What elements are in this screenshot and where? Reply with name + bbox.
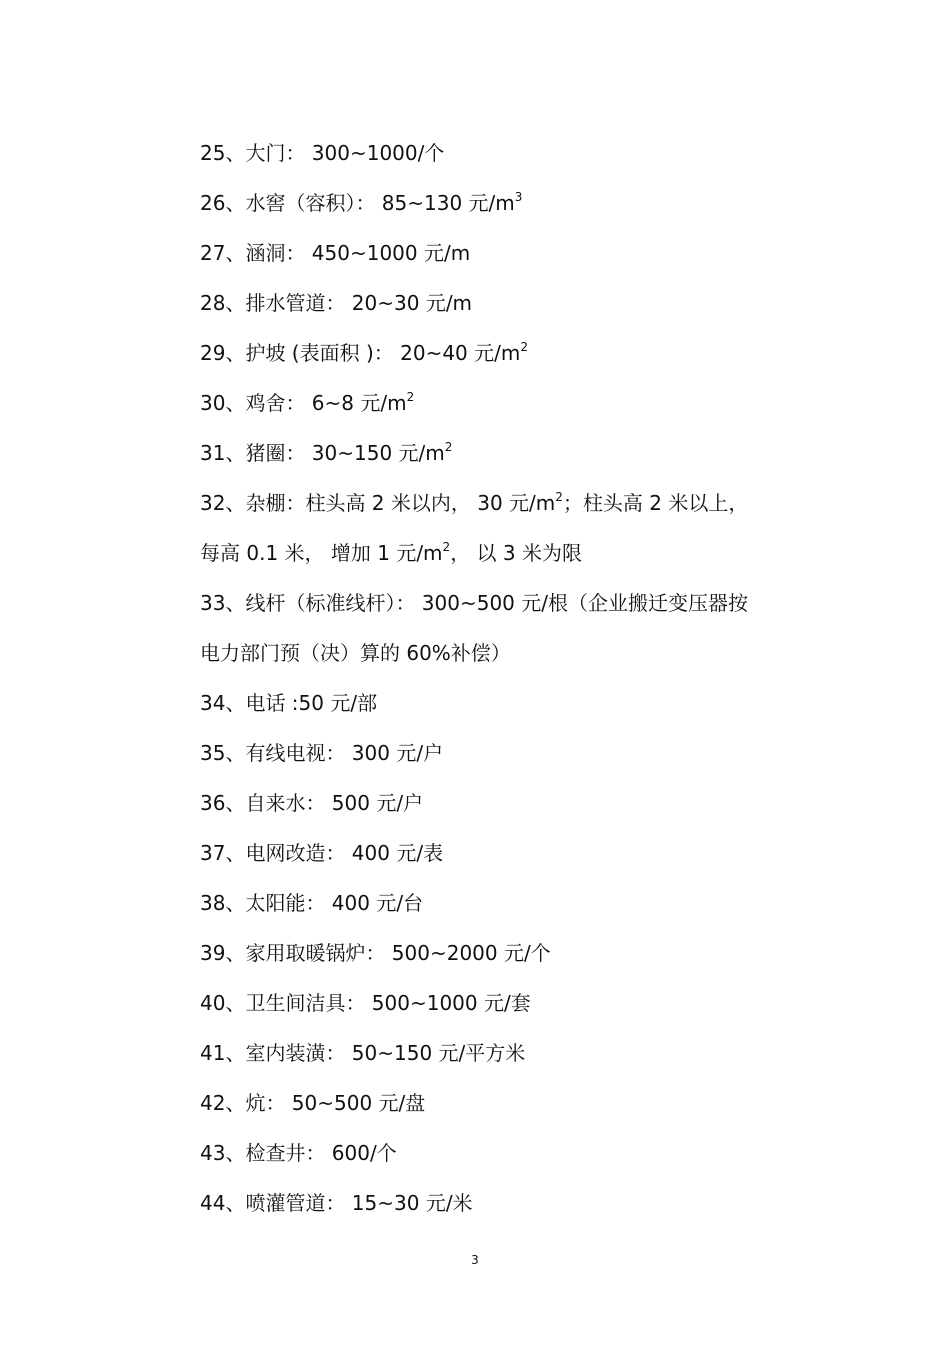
list-item: 25、大门： 300~1000/个 (200, 141, 445, 165)
superscript: 3 (514, 190, 523, 204)
list-item: 36、自来水： 500 元/户 (200, 791, 424, 815)
superscript: 2 (555, 490, 563, 504)
list-item: 35、有线电视： 300 元/户 (200, 741, 444, 765)
list-item: 34、电话 :50 元/部 (200, 691, 378, 715)
superscript: 2 (520, 340, 529, 354)
list-item: 41、室内装潢： 50~150 元/平方米 (200, 1041, 526, 1065)
list-item: 29、护坡 (表面积 )： 20~40 元$/m^2$ (200, 340, 529, 365)
list-item: 40、卫生间洁具： 500~1000 元/套 (200, 991, 531, 1015)
list-item: 28、排水管道： 20~30 元/m (200, 291, 473, 315)
compensation-list (200, 128, 810, 1228)
list-item: 30、鸡舍： 6~8 元$/m^2$ (200, 390, 415, 415)
superscript: 2 (406, 390, 415, 404)
list-item: 33、线杆（标准线杆）： 300~500 元/根（企业搬迁变压器按 (200, 591, 749, 615)
list-item-continuation: 电力部门预（决）算的 60%补偿） (200, 641, 511, 665)
list-item: 43、检查井： 600/个 (200, 1141, 397, 1165)
page-number: 3 (471, 1253, 479, 1267)
list-item: 39、家用取暖锅炉： 500~2000 元/个 (200, 941, 551, 965)
list-item: 27、涵洞： 450~1000 元/m (200, 241, 471, 265)
list-item-continuation: 每高 0.1 米， 增加 1 元$/m^2$， 以 3 米为限 (200, 540, 582, 565)
list-item: 44、喷灌管道： 15~30 元/米 (200, 1191, 473, 1215)
list-item: 37、电网改造： 400 元/表 (200, 841, 444, 865)
list-item: 42、炕： 50~500 元/盘 (200, 1091, 426, 1115)
list-item: 31、猪圈： 30~150 元$/m^2$ (200, 440, 453, 465)
list-item: 38、太阳能： 400 元/台 (200, 891, 424, 915)
superscript: 2 (444, 440, 453, 454)
list-item: 32、杂棚：柱头高 2 米以内， 30 元$/m^2$；柱头高 2 米以上， (200, 490, 749, 515)
superscript: 2 (442, 540, 451, 554)
list-item: 26、水窖（容积）： 85~130 元$/m^3$ (200, 190, 523, 215)
